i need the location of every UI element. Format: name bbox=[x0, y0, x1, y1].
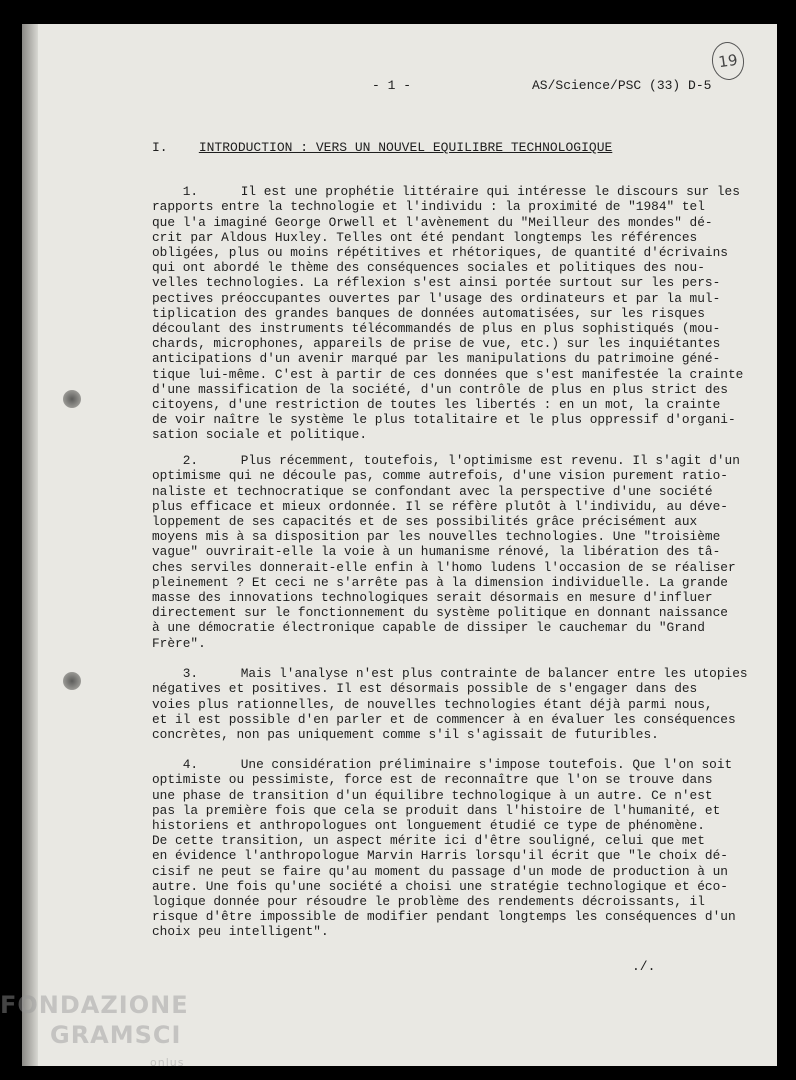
paragraph-line: ches serviles donnerait-elle enfin à l'homo ludens l'occasion de se réaliser bbox=[152, 559, 736, 575]
paragraph-line: velles technologies. La réflexion s'est ainsi portée surtout sur les pers- bbox=[152, 275, 721, 291]
paragraph-line: tiplication des grandes banques de données automatisées, sur les risques bbox=[152, 305, 705, 321]
paragraph-1 bbox=[152, 169, 744, 443]
paragraph-line: Frère". bbox=[152, 635, 206, 651]
paragraph-line: plus efficace et mieux ordonnée. Il se réfère plutôt à l'individu, au déve- bbox=[152, 498, 728, 514]
paragraph-line: historiens et anthropologues ont longuement étudié ce type de phénomène. bbox=[152, 818, 705, 834]
handwritten-page-number: 19 bbox=[710, 40, 747, 82]
paragraph-line: moyens mis à sa disposition par les nouvelles technologies. Une "troisième bbox=[152, 529, 721, 545]
paragraph-line: naliste et technocratique se confondant avec la perspective d'une société bbox=[152, 483, 713, 499]
paragraph-line: anticipations d'un avenir marqué par les manipulations du patrimoine géné- bbox=[152, 351, 721, 367]
paragraph-line: De cette transition, un aspect mérite ici d'être souligné, celui que met bbox=[152, 833, 705, 849]
paragraph-line: une phase de transition d'un équilibre technologique à un autre. Ce n'est bbox=[152, 787, 713, 803]
paragraph-number: 2. bbox=[182, 453, 199, 469]
section-number: I. bbox=[152, 140, 168, 155]
paragraph-line: Une considération préliminaire s'impose toutefois. Que l'on soit bbox=[240, 757, 733, 773]
paragraph-number: 4. bbox=[182, 757, 199, 773]
watermark-line: onlus bbox=[150, 1056, 185, 1069]
paragraph-line: optimiste ou pessimiste, force est de reconnaître que l'on se trouve dans bbox=[152, 772, 713, 788]
paragraph-line: Plus récemment, toutefois, l'optimisme est revenu. Il s'agit d'un bbox=[240, 453, 740, 469]
paragraph-3 bbox=[152, 651, 748, 743]
paragraph-line: concrètes, non pas uniquement comme s'il s'agissait de futuribles. bbox=[152, 727, 659, 743]
paragraph-line: vague" ouvrirait-elle la voie à un humanisme rénové, la libération des tâ- bbox=[152, 544, 721, 560]
paragraph-line: tique lui-même. C'est à partir de ces données que s'est manifestée la crainte bbox=[152, 366, 744, 382]
paragraph-line: loppement de ses capacités et de ses possibilités grâce précisément aux bbox=[152, 514, 698, 530]
paragraph-line: pleinement ? Et ceci ne s'arrête pas à la dimension individuelle. La grande bbox=[152, 574, 728, 590]
paragraph-line: autre. Une fois qu'une société a choisi une stratégie technologique et éco- bbox=[152, 878, 728, 894]
paragraph-line: découlant des instruments télécommandés de plus en plus sophistiqués (mou- bbox=[152, 321, 721, 337]
paragraph-2 bbox=[152, 438, 740, 651]
paragraph-number: 3. bbox=[182, 666, 199, 682]
binding-edge bbox=[22, 24, 38, 1066]
paragraph-line: obligées, plus ou moins répétitives et rhétoriques, de quantité d'écrivains bbox=[152, 245, 728, 261]
paragraph-number: 1. bbox=[182, 184, 199, 200]
paragraph-line: d'une massification de la société, d'un contrôle de plus en plus strict des bbox=[152, 381, 728, 397]
paragraph-line: chards, microphones, appareils de prise de vue, etc.) sur les inquiétantes bbox=[152, 336, 721, 352]
punch-hole bbox=[63, 672, 81, 690]
watermark-line: GRAMSCI bbox=[50, 1021, 182, 1049]
punch-hole bbox=[63, 390, 81, 408]
paragraph-line: logique donnée pour résoudre le problème des rendements décroissants, il bbox=[152, 894, 705, 910]
paragraph-line: directement sur le fonctionnement du système politique en donnant naissance bbox=[152, 605, 728, 621]
paragraph-line: masse des innovations technologiques serait désormais en mesure d'influer bbox=[152, 590, 713, 606]
paragraph-line: Il est une prophétie littéraire qui intéresse le discours sur les bbox=[240, 184, 740, 200]
watermark-line: FONDAZIONE bbox=[0, 991, 189, 1019]
paragraph-line: en évidence l'anthropologue Marvin Harris lorsqu'il écrit que "le choix dé- bbox=[152, 848, 728, 864]
paragraph-line: sation sociale et politique. bbox=[152, 427, 368, 443]
paragraph-line: crit par Aldous Huxley. Telles ont été pendant longtemps les références bbox=[152, 229, 698, 245]
section-title: INTRODUCTION : VERS UN NOUVEL EQUILIBRE TECHNOLOGIQUE bbox=[198, 140, 613, 155]
continuation-mark: ./. bbox=[632, 959, 656, 974]
paragraph-line: optimisme qui ne découle pas, comme autrefois, d'une vision purement ratio- bbox=[152, 468, 728, 484]
archive-watermark bbox=[0, 990, 189, 1069]
paragraph-line: pas la première fois que cela se produit dans l'histoire de l'humanité, et bbox=[152, 802, 721, 818]
paragraph-line: à une démocratie électronique capable de dissiper le cauchemar du "Grand bbox=[152, 620, 705, 636]
paragraph-line: citoyens, d'une restriction de toutes les libertés : en un mot, la crainte bbox=[152, 397, 721, 413]
paragraph-line: choix peu intelligent". bbox=[152, 924, 329, 940]
paragraph-line: Mais l'analyse n'est plus contrainte de balancer entre les utopies bbox=[240, 666, 748, 682]
paragraph-line: qui ont abordé le thème des conséquences sociales et politiques des nou- bbox=[152, 260, 705, 276]
paragraph-line: pectives préoccupantes ouvertes par l'usage des ordinateurs et par la mul- bbox=[152, 290, 721, 306]
paragraph-line: cisif ne peut se faire qu'au moment du passage d'un mode de production à un bbox=[152, 863, 728, 879]
paragraph-line: de voir naître le système le plus totalitaire et le plus oppressif d'organi- bbox=[152, 412, 736, 428]
document-reference: AS/Science/PSC (33) D-5 bbox=[532, 78, 712, 93]
paragraph-line: voies plus rationnelles, de nouvelles technologies étant déjà parmi nous, bbox=[152, 696, 713, 712]
paragraph-line: que l'a imaginé George Orwell et l'avènement du "Meilleur des mondes" dé- bbox=[152, 214, 713, 230]
paragraph-line: négatives et positives. Il est désormais possible de s'engager dans des bbox=[152, 681, 698, 697]
section-heading bbox=[152, 140, 612, 155]
paragraph-line: rapports entre la technologie et l'individu : la proximité de "1984" tel bbox=[152, 199, 705, 215]
paragraph-line: et il est possible d'en parler et de commencer à en évaluer les conséquences bbox=[152, 711, 736, 727]
page-label: - 1 - bbox=[372, 78, 412, 93]
document-page bbox=[22, 24, 777, 1066]
paragraph-4 bbox=[152, 742, 736, 940]
paragraph-line: risque d'être impossible de modifier pendant longtemps les conséquences d'un bbox=[152, 909, 736, 925]
